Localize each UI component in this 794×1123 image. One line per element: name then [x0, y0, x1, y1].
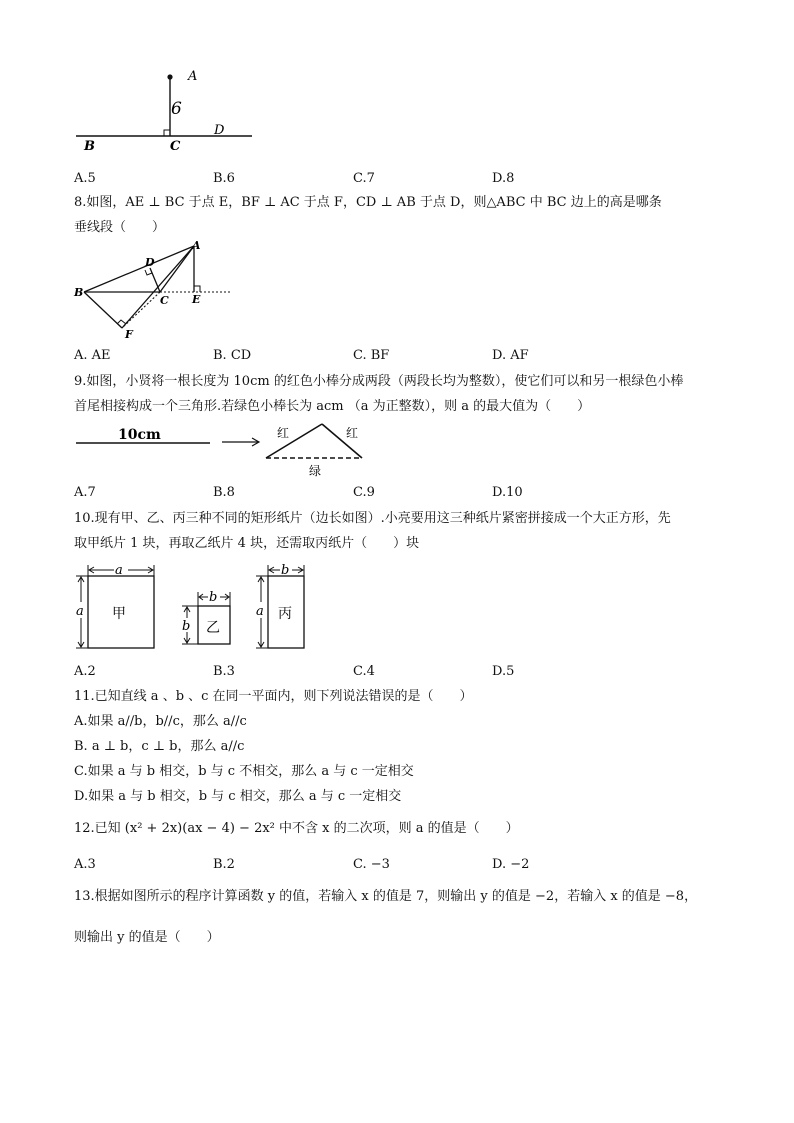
q12-stem: 12.已知 (x² + 2x)(ax − 4) − 2x² 中不含 x 的二次项，则 a 的值是（ ）: [74, 821, 519, 836]
q9-option-a[interactable]: A.7: [74, 485, 96, 500]
q7-label-d: D: [214, 123, 225, 138]
q7-option-b[interactable]: B.6: [213, 171, 235, 186]
q10-yi-width: b: [209, 590, 218, 605]
q7-option-c[interactable]: C.7: [353, 171, 375, 186]
q13-stem-line1: 13.根据如图所示的程序计算函数 y 的值，若输入 x 的值是 7，则输出 y 的值是 −2，若输入 x 的值是 −8，: [74, 889, 698, 904]
q8-figure: [70, 240, 240, 342]
q10-option-b[interactable]: B.3: [213, 664, 235, 679]
q12-option-d[interactable]: D. −2: [492, 857, 530, 872]
q7-figure: [70, 66, 260, 154]
q8-stem-line1: 8.如图，AE ⊥ BC 于点 E，BF ⊥ AC 于点 F，CD ⊥ AB 于点 D，则△ABC 中 BC 边上的高是哪条: [74, 195, 662, 210]
q10-yi: 乙: [206, 620, 220, 636]
q9-stem-line2: 首尾相接构成一个三角形.若绿色小棒长为 acm （a 为正整数），则 a 的最大值为（ ）: [74, 399, 591, 414]
q8-label-d: D: [145, 256, 155, 269]
q7-option-a[interactable]: A.5: [74, 171, 96, 186]
q8-label-f: F: [125, 328, 133, 341]
q9-stick-label: 10cm: [118, 427, 161, 443]
q9-red-right: 红: [346, 426, 359, 440]
q11-stem: 11.已知直线 a 、b 、c 在同一平面内，则下列说法错误的是（ ）: [74, 689, 473, 704]
q9-red-left: 红: [277, 426, 290, 440]
q10-option-c[interactable]: C.4: [353, 664, 375, 679]
q12-option-c[interactable]: C. −3: [353, 857, 390, 872]
q7-label-a: A: [188, 69, 198, 84]
q10-figure: [72, 562, 322, 656]
q7-option-d[interactable]: D.8: [492, 171, 515, 186]
q9-green: 绿: [309, 464, 322, 478]
q10-stem-line2: 取甲纸片 1 块，再取乙纸片 4 块，还需取丙纸片（ ）块: [74, 536, 420, 551]
q7-label-length: 6: [171, 99, 182, 119]
q9-figure: [70, 418, 380, 480]
q7-right-angle: [164, 130, 170, 136]
q11-choice-c[interactable]: C.如果 a 与 b 相交，b 与 c 不相交，那么 a 与 c 一定相交: [74, 764, 414, 779]
q7-label-b: B: [84, 139, 95, 154]
q9-option-c[interactable]: C.9: [353, 485, 375, 500]
q10-yi-height: b: [182, 619, 191, 634]
q12-option-a[interactable]: A.3: [74, 857, 96, 872]
q7-label-c: C: [170, 139, 181, 154]
q10-jia-width: a: [115, 563, 123, 578]
q8-option-c[interactable]: C. BF: [353, 348, 390, 363]
q13-stem-line2: 则输出 y 的值是（ ）: [74, 930, 220, 945]
q9-option-d[interactable]: D.10: [492, 485, 523, 500]
q11-choice-b[interactable]: B. a ⊥ b，c ⊥ b，那么 a//c: [74, 739, 245, 754]
q8-option-d[interactable]: D. AF: [492, 348, 529, 363]
q7-point-a: [167, 74, 172, 79]
q9-option-b[interactable]: B.8: [213, 485, 235, 500]
q11-choice-a[interactable]: A.如果 a//b，b//c，那么 a//c: [74, 714, 247, 729]
q8-option-b[interactable]: B. CD: [213, 348, 252, 363]
q8-label-b: B: [74, 286, 84, 299]
q10-bing-width: b: [281, 563, 290, 578]
q10-option-a[interactable]: A.2: [74, 664, 96, 679]
q11-choice-d[interactable]: D.如果 a 与 b 相交，b 与 c 相交，那么 a 与 c 一定相交: [74, 789, 402, 804]
q8-label-a: A: [192, 240, 201, 252]
q12-option-b[interactable]: B.2: [213, 857, 235, 872]
q10-jia-height: a: [76, 604, 84, 619]
q10-bing: 丙: [278, 606, 292, 622]
q8-label-e: E: [192, 293, 201, 306]
q10-stem-line1: 10.现有甲、乙、丙三种不同的矩形纸片（边长如图）.小亮要用这三种纸片紧密拼接成一个大正方形，先: [74, 511, 671, 526]
q8-stem-line2: 垂线段（ ）: [74, 220, 166, 235]
q9-stem-line1: 9.如图，小贤将一根长度为 10cm 的红色小棒分成两段（两段长均为整数），使它们可以和另一根绿色小棒: [74, 374, 684, 389]
q8-label-c: C: [160, 294, 169, 307]
q10-option-d[interactable]: D.5: [492, 664, 515, 679]
q8-option-a[interactable]: A. AE: [74, 348, 111, 363]
q10-bing-height: a: [256, 604, 264, 619]
q10-jia: 甲: [112, 606, 126, 622]
